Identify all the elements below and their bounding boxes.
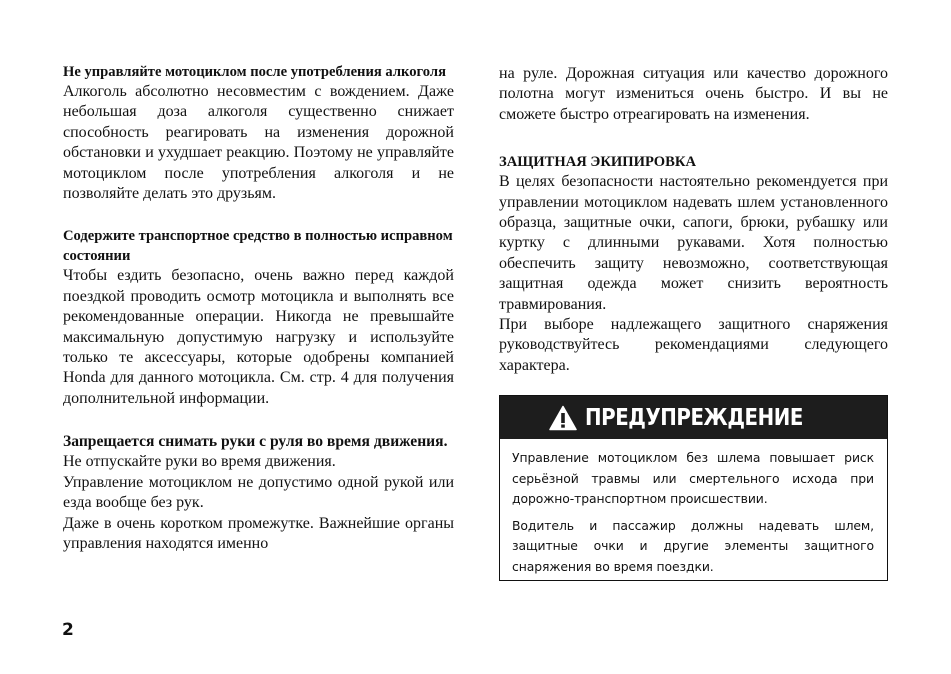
warning-text-2: Водитель и пассажир должны надевать шлем, защитные очки и другие элементы защитного снаряжения во время поездки.	[512, 517, 874, 574]
warning-box	[499, 395, 888, 581]
left-column	[63, 62, 454, 554]
paragraph-hands-1: Не отпускайте руки во время движения.	[63, 453, 336, 471]
heading-alcohol: Не управляйте мотоциклом после употребления алкоголя	[63, 64, 446, 80]
heading-vehicle-condition: Содержите транспортное средство в полностью исправном состоянии	[63, 228, 453, 265]
heading-protective-gear: ЗАЩИТНАЯ ЭКИПИРОВКА	[499, 154, 697, 171]
heading-hands-on-handlebars: Запрещается снимать руки с руля во время движения.	[63, 433, 448, 451]
paragraph-continued: на руле. Дорожная ситуация или качество дорожного полотна могут измениться очень быстро. И вы не сможете быстро отреагировать на изменения.	[499, 65, 888, 123]
paragraph-alcohol: Алкоголь абсолютно несовместим с вождением. Даже небольшая доза алкоголя существенно снижает способность реагировать на изменения дорожной обстановки и ухудшает реакцию. Поэтому не управляйте мотоциклом после употребления алкоголя и не позволяйте делать это друзьям.	[63, 83, 454, 203]
page-number: 2	[62, 620, 74, 640]
paragraph-protective-gear-1: В целях безопасности настоятельно рекомендуется при управлении мотоциклом надевать шлем установленного образца, защитные очки, сапоги, брюки, рубашку или куртку с длинными рукавами. Хотя полностью обеспечить защиту невозможно, соответствующая защитная одежда может снизить вероятность травмирования.	[499, 173, 888, 313]
paragraph-hands-3: Даже в очень коротком промежутке. Важнейшие органы управления находятся именно	[63, 514, 454, 552]
paragraph-protective-gear-2: При выборе надлежащего защитного снаряжения руководствуйтесь рекомендациями следующего характера.	[499, 316, 888, 374]
warning-header	[500, 396, 887, 439]
warning-triangle-icon	[549, 405, 577, 431]
warning-title: ПРЕДУПРЕЖДЕНИЕ	[584, 404, 803, 431]
paragraph-vehicle-condition: Чтобы ездить безопасно, очень важно перед каждой поездкой проводить осмотр мотоцикла и выполнять все рекомендованные операции. Никогда не превышайте максимальную допустимую нагрузку и используйте только те аксессуары, которые одобрены компанией Honda для данного мотоцикла. См. стр. 4 для получения дополнительной информации.	[63, 267, 454, 407]
warning-text-1: Управление мотоциклом без шлема повышает риск серьёзной травмы или смертельного исхода при дорожно-транспортном происшествии.	[512, 450, 874, 506]
paragraph-hands-2: Управление мотоциклом не допустимо одной рукой или езда вообще без рук.	[63, 473, 454, 512]
right-column	[499, 64, 888, 376]
